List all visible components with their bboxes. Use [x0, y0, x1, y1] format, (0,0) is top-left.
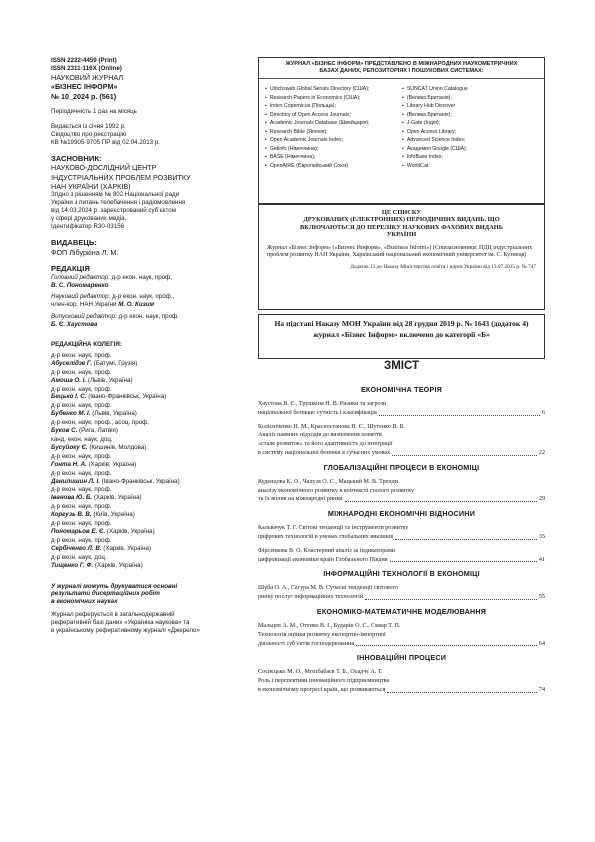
leader-dots: [395, 533, 537, 540]
toc-entry-line: [258, 431, 545, 440]
indexing-box: [258, 57, 545, 204]
board-member: [51, 470, 241, 486]
member-degree: д-р екон. наук, проф.: [51, 469, 112, 477]
toc-entry[interactable]: [258, 668, 545, 694]
note-line: від 14.03.2024 р. зареєстрований суб’єктом: [51, 207, 176, 215]
board-member: [51, 402, 241, 418]
toc-entry-text: діяльності суб’єктів господарювання: [258, 640, 355, 647]
member-place: (Харків, Україна): [105, 527, 155, 535]
editor-name: Б. Є. Хаустова: [51, 321, 98, 329]
certificate-line: Свідоцтво про реєстрацію: [51, 130, 127, 138]
founder-line: ІНДУСТРІАЛЬНИХ ПРОБЛЕМ РОЗВИТКУ: [51, 172, 191, 182]
editor-degree: член-кор. НАН України: [51, 301, 119, 309]
editor-scientific: [51, 293, 241, 309]
member-degree: д-р екон. наук, проф.: [51, 503, 112, 511]
toc-section-heading: ЕКОНОМІКО-МАТЕМАТИЧНЕ МОДЕЛЮВАННЯ: [316, 606, 487, 616]
toc-section-heading: ІНФОРМАЦІЙНІ ТЕХНОЛОГІЇ В ЕКОНОМІЦІ: [323, 569, 480, 579]
founder-note: [51, 191, 241, 231]
member-line: [51, 360, 241, 368]
member-place: (Львів, Україна): [86, 376, 133, 384]
toc-entry-line: [258, 631, 545, 640]
journal-kind: НАУКОВИЙ ЖУРНАЛ: [51, 72, 124, 82]
member-place: (Київ, Україна): [91, 511, 135, 519]
editor-name: М. О. Кизим: [118, 301, 155, 309]
editor-release: [51, 313, 241, 329]
member-name: Бубенко М. І.: [51, 410, 91, 418]
journal-name: «БІЗНЕС ІНФОРМ»: [51, 82, 118, 92]
list-heading: ЦЕ СПИСКУ: [381, 209, 422, 216]
indexing-item: ▪ Library Hub Discover: [402, 102, 468, 111]
member-name: Буков С.: [51, 427, 78, 435]
member-line: [51, 478, 241, 486]
indexing-item: ▪ J-Gate (Індія);: [402, 119, 468, 128]
board-list: [51, 352, 241, 570]
member-line: [51, 461, 241, 469]
toc-entry-line: [258, 686, 545, 695]
member-place: (Харків, Україна): [101, 544, 152, 552]
toc-title: ЗМІСТ: [383, 360, 420, 372]
list-body: Журнал «Бізнес Інформ» («Бизнес Информ», «Business Inform») (Співзасновники: НДЦ індустріальних проблем розвитку НАН України, Харківський національний економічний університет ім. С. Кузнеця): [267, 244, 533, 259]
indexing-item: ▪ Advanced Science Index;: [402, 136, 468, 145]
leader-dots: [345, 495, 537, 502]
indexing-item: ▪ Research Bible (Японія);: [265, 128, 370, 137]
indexing-title: ЖУРНАЛ «БІЗНЕС ІНФОРМ» ПРЕДСТАВЛЕНО В МІЖНАРОДНИХ НАУКОМЕТРИЧНИХ БАЗАХ ДАНИХ, РЕПОЗИТОРІЯХ І ПОШУКОВИХ СИСТЕМАХ:: [259, 58, 544, 79]
issn-block: [51, 57, 241, 73]
toc-entry-line: [258, 449, 545, 458]
board-member: [51, 453, 241, 469]
issn-online: ISSN 2311-116X (Online): [51, 64, 122, 72]
leader-dots: [392, 449, 537, 456]
toc-page-number: 74: [538, 686, 545, 693]
toc-entry-text: Колісніченко Н. М., Красностанова Н. Є., Шутенко В. В.: [258, 423, 406, 430]
category-decision: На підставі Наказу МОН України від 28 грудня 2019 р. № 1643 (додаток 4) журнал «Бізнес Інформ» включено до категорії «Б»: [274, 319, 529, 340]
leader-dots: [379, 409, 540, 416]
board-member: [51, 369, 241, 385]
indexing-item: ▪ Open Access Library;: [402, 128, 468, 137]
indexing-item: ▪ Research Papers in Economics (США);: [265, 94, 370, 103]
leader-dots: [387, 686, 536, 693]
leader-dots: [356, 640, 537, 647]
indexing-item: ▪ Index Copernicus (Польща);: [265, 102, 370, 111]
board-member: [51, 419, 241, 435]
member-line: [51, 427, 241, 435]
toc-entry-line: [258, 677, 545, 686]
professional-list-box: [258, 204, 545, 310]
note-line: України з питань телебачення і радіомовлення: [51, 199, 186, 207]
member-name: Амоша О. І.: [51, 376, 87, 384]
toc-entry-text: цифровізації економіки країн Глобального Півдня: [258, 556, 388, 563]
toc-section-heading: МІЖНАРОДНІ ЕКОНОМІЧНІ ВІДНОСИНИ: [327, 509, 476, 519]
indexing-item: ▪ Getinfo (Німеччина);: [265, 145, 370, 154]
founder-line: НАН УКРАЇНИ (ХАРКІВ): [51, 182, 131, 192]
board-member: [51, 386, 241, 402]
table-of-contents: [258, 380, 545, 700]
toc-entry[interactable]: [258, 400, 545, 418]
toc-entry-line: [258, 478, 545, 487]
member-name: Гонта Н. А.: [51, 460, 87, 468]
member-line: [51, 528, 241, 536]
member-degree: д-р екон. наук, проф.: [51, 368, 112, 376]
board-member: [51, 520, 241, 536]
member-degree: д-р екон. наук, проф.: [51, 385, 112, 393]
indexing-item: ▪ BASE (Німеччина);: [265, 153, 370, 162]
member-place: (Харків, Україна): [93, 561, 143, 569]
toc-entry-text: Мальцев А. М., Отенко В. І., Бударін О. С., Сквар Т. П.: [258, 622, 401, 629]
toc-entry-line: [258, 556, 545, 565]
founder-line: НАУКОВО-ДОСЛІДНИЙ ЦЕНТР: [51, 163, 157, 173]
member-line: [51, 562, 241, 570]
toc-entry-text: Шуба О. А., Сагура М. В. Сучасні тенденції світового: [258, 585, 398, 592]
dissertation-note: [51, 583, 241, 607]
masthead-column: [51, 57, 241, 635]
toc-entry-text: Аналіз наявних підходів до визначення поняття: [258, 432, 382, 439]
list-subheading: ДРУКОВАНИХ (ЕЛЕКТРОННИХ) ПЕРІОДИЧНИХ ВИДАНЬ, ЩО ВКЛЮЧАЮТЬСЯ ДО ПЕРЕЛІКУ НАУКОВИХ ФАХОВИХ ВИДАНЬ УКРАЇНИ: [300, 216, 503, 239]
founded-line: Видається із січня 1992 р.: [51, 122, 126, 130]
member-line: [51, 393, 241, 401]
registration-block: [51, 123, 241, 147]
board-member: [51, 486, 241, 502]
member-place: (Львів, Україна): [90, 410, 137, 418]
member-degree: д-р екон. наук, проф.: [51, 402, 112, 410]
toc-entry-line: [258, 668, 545, 677]
indexing-item: ▪ WorldCat: [402, 162, 468, 171]
toc-entry-line: [258, 640, 545, 649]
member-line: [51, 444, 241, 452]
note-line: У журналі можуть друкуватися основні: [51, 582, 178, 590]
member-name: Данилишин Л. І.: [51, 477, 100, 485]
note-line: результати дисертаційних робіт: [51, 590, 160, 598]
member-degree: д-р екон. наук, проф.: [51, 486, 112, 494]
founder-heading: ЗАСНОВНИК:: [51, 153, 102, 163]
founder-name: [51, 163, 241, 191]
toc-entry-text: Соснєцько М. О., Мохібабаєв Т. Б., Осадчє А. Т.: [258, 669, 383, 676]
toc-entry-line: [258, 423, 545, 432]
member-name: Пономарьов Е. Є.: [51, 527, 106, 535]
toc-entry[interactable]: [258, 478, 545, 504]
member-degree: канд. екон. наук, доц.: [51, 436, 113, 443]
member-place: (Івано-Франківськ, Україна): [86, 393, 167, 401]
toc-entry-text: національної безпеки: сутність і класифікація: [258, 409, 377, 416]
toc-entry[interactable]: [258, 547, 545, 565]
indexing-item: ▪ InfoBase Index;: [402, 153, 468, 162]
toc-entry-line: [258, 622, 545, 631]
toc-section-heading: ГЛОБАЛІЗАЦІЙНІ ПРОЦЕСИ В ЕКОНОМІЦІ: [323, 462, 480, 472]
toc-page-number: 6: [541, 409, 545, 416]
board-member: [51, 503, 241, 519]
journal-issue: № 10_2024 р. (561): [51, 91, 117, 101]
toc-entry-line: [258, 593, 545, 602]
indexing-item: ▪ (Велика Британія);: [402, 111, 468, 120]
toc-entry[interactable]: [258, 423, 545, 458]
toc-entry-line: [258, 547, 545, 556]
member-line: [51, 545, 241, 553]
editor-degree: д-р екон. наук, проф.: [116, 313, 179, 321]
toc-entry-text: ринку послуг інформаційних технологій: [258, 594, 364, 601]
journal-block: [51, 73, 241, 101]
board-member: [51, 537, 241, 553]
abstract-note: [51, 611, 241, 635]
note-line: у сфері друкованих медіа.: [51, 215, 127, 223]
toc-entry-text: аналізу економічного розвитку в контексті сталого розвитку: [258, 487, 415, 494]
indexing-item: ▪ OpenAIRE (Європейський Союз): [265, 162, 370, 171]
toc-entry-line: [258, 400, 545, 409]
toc-section-heading: ІННОВАЦІЙНІ ПРОЦЕСИ: [356, 653, 447, 663]
editor-degree: д-р екон. наук, проф.,: [110, 293, 175, 301]
toc-entry-line: [258, 409, 545, 418]
member-name: Іванова Ю. Б.: [51, 494, 93, 502]
toc-page-number: 22: [538, 449, 545, 456]
toc-entry-line: [258, 440, 545, 449]
toc-entry-text: Куденцова К. О., Чалузя О. С., Мацький М. В. Тренди: [258, 478, 398, 485]
indexing-item: ▪ (Велика Британія);: [402, 94, 468, 103]
member-name: Коргузь В. В.: [51, 511, 92, 519]
member-degree: д-р екон. наук, проф., асоц. проф.: [51, 419, 149, 427]
toc-entry[interactable]: [258, 584, 545, 602]
member-degree: д-р екон. наук, проф.: [51, 452, 112, 460]
member-degree: д-р екон. наук, проф.: [51, 520, 112, 528]
toc-entry[interactable]: [258, 524, 545, 542]
board-member: [51, 554, 241, 570]
editors-heading: РЕДАКЦІЯ: [51, 264, 90, 273]
board-heading: РЕДАКЦІЙНА КОЛЕГІЯ:: [51, 341, 122, 349]
toc-entry-line: [258, 584, 545, 593]
leader-dots: [390, 556, 537, 563]
toc-page-number: 35: [538, 533, 545, 540]
frequency: Періодичність 1 раз на місяць: [51, 108, 137, 116]
member-place: (Харків, Україна): [86, 460, 137, 468]
indexing-item: ▪ Open Academic Journals Index;: [265, 136, 370, 145]
member-name: Тищенко Г. Ф.: [51, 561, 94, 569]
toc-page-number: 41: [538, 556, 545, 563]
note-line: Ідентифікатор R30-03156: [51, 223, 125, 231]
note-line: Згідно з рішенням № 802 Національної ради: [51, 191, 180, 199]
certificate-number: КВ №19905-9705 ПР від 02.04.2013 р.: [51, 138, 160, 146]
member-place: (Івано-Франківськ, Україна): [99, 477, 180, 485]
toc-entry-line: [258, 533, 545, 542]
toc-entry-text: цифрових технологій в умовах глобальних викликів: [258, 533, 394, 540]
indexing-item: ▪ Академия Google (США);: [402, 145, 468, 154]
member-name: Абуселідзе Г.: [51, 359, 93, 367]
member-place: (Рига, Латвія): [77, 427, 118, 435]
board-member: [51, 436, 241, 452]
member-degree: д-р екон. наук, доц.: [51, 553, 107, 561]
indexing-list-left: [265, 85, 370, 170]
publisher-name: ФОП Лібуркіна Л. М.: [51, 247, 119, 257]
toc-page-number: 29: [538, 496, 545, 503]
member-name: Бецько І. С.: [51, 393, 87, 401]
toc-entry-text: Фірсенкова В. О. Кластерний аналіз за індикаторами: [258, 547, 396, 554]
toc-page-number: 55: [538, 594, 545, 601]
editor-chief: [51, 274, 241, 290]
member-line: [51, 511, 241, 519]
toc-section-heading: ЕКОНОМІЧНА ТЕОРІЯ: [360, 385, 443, 394]
editor-name: В. С. Пономаренко: [51, 281, 109, 289]
issn-print: ISSN 2222-4459 (Print): [51, 57, 117, 64]
toc-entry-text: «стале розвиток» та його адаптивність до інтеграції: [258, 441, 393, 448]
member-degree: д-р екон. наук, проф.: [51, 536, 112, 544]
editor-role: Науковий редактор:: [51, 293, 111, 301]
indexing-item: ▪ Directory of Open Access Journals;: [265, 111, 370, 120]
toc-page-number: 64: [538, 640, 545, 647]
indexing-item: ▪ SUNCAT Union Catalogue: [402, 85, 468, 94]
toc-entry-text: Роль і перспективи інноваційного підприємництва: [258, 678, 390, 685]
note-line: реферативній базі даних «Україніка наукова» та: [51, 619, 190, 627]
publisher-heading: ВИДАВЕЦЬ:: [51, 238, 97, 247]
member-place: (Харків, Україна): [92, 494, 142, 502]
toc-entry-text: в систему національної безпеки в сучасних умовах: [258, 449, 391, 456]
toc-entry[interactable]: [258, 622, 545, 648]
member-degree: д-р екон. наук, проф.: [51, 351, 112, 359]
member-line: [51, 377, 241, 385]
toc-entry-text: та їх вплив на міжнародні ринки: [258, 496, 343, 503]
toc-entry-text: Технологія оцінки розвитку експортно-імпортної: [258, 631, 386, 638]
note-line: в українському реферативному журналі «Джерело»: [51, 627, 200, 635]
note-line: Журнал реферується в загальнодержавній: [51, 611, 175, 619]
toc-entry-text: Хаустова В. Є., Трушкіна Н. В. Ризики та загрози: [258, 401, 387, 407]
member-place: (Батумі, Грузія): [92, 359, 138, 367]
toc-entry-text: Кальвачук Т. Г. Світові тенденції та інструменти розвитку: [258, 525, 409, 532]
member-name: Бусуйоку Є.: [51, 443, 88, 451]
indexing-item: ▪ Academic Journals Database (Швейцарія);: [265, 119, 370, 128]
member-name: Сербіченко Л. В.: [51, 544, 102, 552]
toc-entry-line: [258, 495, 545, 504]
editor-role: Випусковий редактор:: [51, 313, 117, 321]
indexing-list-right: [402, 85, 468, 170]
category-decision-box: [258, 314, 545, 359]
editor-role: Головний редактор:: [51, 273, 110, 281]
note-line: в економічних науках: [51, 598, 118, 606]
leader-dots: [365, 593, 537, 600]
member-line: [51, 494, 241, 502]
toc-entry-text: в економічному прогресі країн, що розвиваються: [258, 686, 386, 693]
toc-entry-line: [258, 524, 545, 533]
toc-entry-line: [258, 487, 545, 496]
member-place: (Кишинів, Молдова): [87, 443, 147, 451]
board-member: [51, 352, 241, 368]
member-line: [51, 410, 241, 418]
indexing-item: ▪ Ulrichsweb Global Serials Directory (США);: [265, 85, 370, 94]
list-decree: Додаток 13 до Наказу Міністерства освіти і науки України від 13.07.2015 р. № 747: [350, 263, 536, 270]
editor-degree: д-р екон. наук, проф.: [109, 273, 172, 281]
